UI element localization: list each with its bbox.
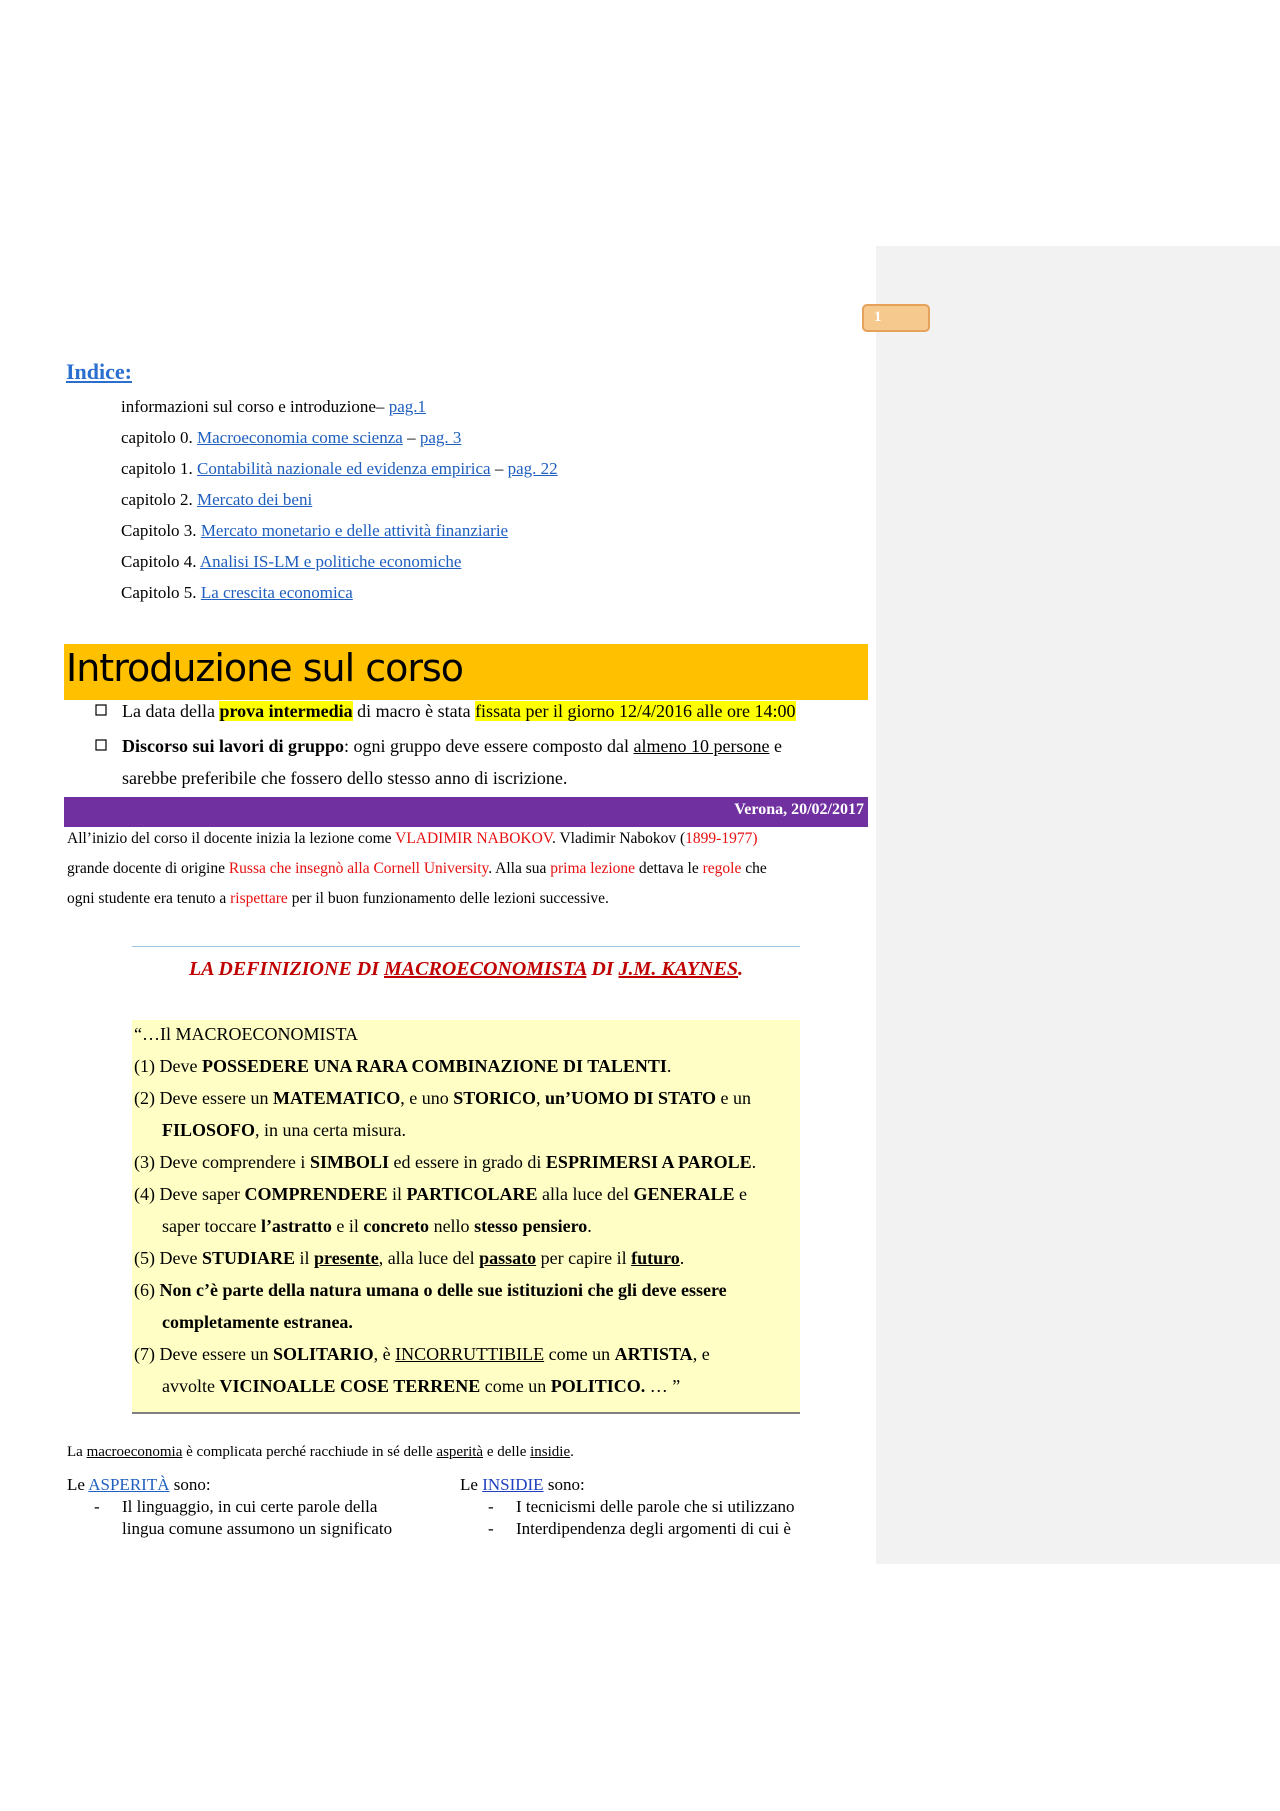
bold-text: PARTICOLARE — [406, 1184, 538, 1204]
toc-item-link[interactable]: Macroeconomia come scienza — [197, 428, 403, 447]
text: sono: — [169, 1475, 211, 1494]
bullet-prova-intermedia — [122, 695, 852, 727]
bold-text: Discorso sui lavori di gruppo — [122, 736, 345, 756]
red-text: rispettare — [230, 890, 288, 907]
quote-item-4 — [134, 1184, 747, 1205]
quote-opening: “…Il MACROECONOMISTA — [134, 1024, 359, 1044]
quote-item-6-cont — [162, 1312, 353, 1333]
text: è complicata perché racchiude in sé delle — [182, 1444, 437, 1460]
quote-item-7 — [134, 1344, 710, 1365]
underlined-text: macroeconomia — [86, 1444, 183, 1460]
insidie-link[interactable]: INSIDIE — [482, 1475, 544, 1494]
bold-text: stesso pensiero — [474, 1216, 588, 1236]
toc-item-prefix: Capitolo 4. — [121, 552, 200, 571]
toc-item-prefix: Capitolo 5. — [121, 583, 201, 602]
red-text: regole — [702, 860, 742, 877]
toc-item — [121, 521, 508, 541]
section-divider — [132, 946, 800, 947]
toc-item-prefix: capitolo 2. — [121, 490, 198, 509]
toc-title: Indice: — [66, 359, 132, 384]
text: che — [741, 860, 767, 877]
red-text: Russa che insegnò alla Cornell University — [228, 860, 489, 877]
macroeconomia-paragraph — [67, 1441, 867, 1463]
bold-text: SOLITARIO — [272, 1344, 374, 1364]
red-text: prima lezione — [550, 860, 636, 877]
insidie-heading — [460, 1474, 585, 1496]
text: I tecnicismi delle parole che si utilizzano — [516, 1497, 795, 1516]
toc-item-link[interactable]: Contabilità nazionale ed evidenza empirica — [197, 459, 491, 478]
text: alla luce del — [537, 1184, 634, 1204]
text: , alla luce del — [378, 1248, 480, 1268]
nabokov-paragraph — [67, 824, 867, 914]
text: il — [387, 1184, 407, 1204]
toc-item-page-link[interactable]: pag.1 — [388, 397, 426, 416]
bold-underlined-text: presente — [314, 1248, 379, 1268]
item-number: (7) — [134, 1344, 160, 1364]
highlight-bold: prova intermedia — [219, 701, 353, 721]
item-number: (2) — [134, 1088, 160, 1108]
text: . Vladimir Nabokov ( — [552, 830, 686, 847]
bold-text: STORICO — [453, 1088, 536, 1108]
bold-text: completamente estranea. — [162, 1312, 353, 1332]
text: sono: — [543, 1475, 585, 1494]
item-number: (1) — [134, 1056, 160, 1076]
text: . — [587, 1216, 592, 1236]
toc-item-link[interactable]: Analisi IS-LM e politiche economiche — [199, 552, 462, 571]
asperita-link[interactable]: ASPERITÀ — [88, 1475, 170, 1494]
text: Deve saper — [159, 1184, 245, 1204]
text: , e uno — [400, 1088, 454, 1108]
checkbox-bullet-icon — [95, 739, 107, 751]
text: Deve essere un — [159, 1344, 273, 1364]
toc-item — [121, 428, 461, 448]
text: , è — [373, 1344, 396, 1364]
text: LA DEFINIZIONE DI — [188, 958, 385, 980]
bold-text: POSSEDERE UNA RARA COMBINAZIONE DI TALENTI — [201, 1056, 667, 1076]
text: DI — [586, 958, 619, 980]
bold-text: SIMBOLI — [309, 1152, 389, 1172]
bold-text: ARTISTA — [614, 1344, 693, 1364]
bold-text: VICINOALLE COSE TERRENE — [219, 1376, 481, 1396]
red-text: VLADIMIR NABOKOV — [395, 830, 552, 847]
quote-item-3 — [134, 1152, 756, 1173]
underlined-text: MACROECONOMISTA — [384, 958, 587, 980]
text: saper toccare — [162, 1216, 261, 1236]
toc-item-prefix: Capitolo 3. — [121, 521, 201, 540]
toc-item-prefix: informazioni sul corso e introduzione– — [121, 397, 389, 416]
quote-item-2-cont — [162, 1120, 406, 1141]
text: dettava le — [635, 860, 703, 877]
quote-item-5 — [134, 1248, 684, 1269]
asperita-heading — [67, 1474, 211, 1496]
underlined-text: almeno 10 persone — [633, 736, 770, 756]
text: sarebbe preferibile che fossero dello stesso anno di iscrizione. — [122, 768, 568, 788]
bold-text: STUDIARE — [201, 1248, 296, 1268]
toc-item — [121, 583, 353, 603]
insidie-item — [516, 1518, 791, 1540]
underlined-text: INCORRUTTIBILE — [395, 1344, 545, 1364]
text: All’inizio del corso il docente inizia la lezione come — [67, 830, 396, 847]
insidie-item — [516, 1496, 795, 1518]
bold-text: GENERALE — [633, 1184, 735, 1204]
text: , — [535, 1088, 545, 1108]
bold-text: l’astratto — [260, 1216, 332, 1236]
bold-underlined-text: futuro — [631, 1248, 680, 1268]
quote-item-2 — [134, 1088, 751, 1109]
list-dash: - — [488, 1519, 494, 1538]
toc-item — [121, 552, 461, 572]
item-number: (3) — [134, 1152, 160, 1172]
underlined-text: insidie — [530, 1444, 571, 1460]
bold-text: un’UOMO DI STATO — [544, 1088, 717, 1108]
toc-item-page-link[interactable]: pag. 22 — [507, 459, 558, 478]
toc-item — [121, 397, 426, 417]
quote-item-7-cont — [162, 1376, 680, 1397]
toc-item-link[interactable]: Mercato dei beni — [197, 490, 313, 509]
text: Le — [67, 1475, 89, 1494]
text: e un — [716, 1088, 752, 1108]
text: . — [738, 958, 744, 980]
text: , e — [692, 1344, 710, 1364]
toc-item-prefix: capitolo 1. — [121, 459, 198, 478]
highlight: fissata per il giorno 12/4/2016 alle ore 14:00 — [475, 701, 796, 721]
text: lingua comune assumono un significato — [122, 1519, 393, 1538]
bold-text: Non c’è parte della natura umana o delle sue istituzioni che gli deve essere — [159, 1280, 727, 1300]
underlined-text: J.M. KAYNES — [618, 958, 739, 980]
bold-text: POLITICO. — [550, 1376, 646, 1396]
text: e — [734, 1184, 748, 1204]
text: . — [570, 1444, 574, 1460]
lesson-date-bar: Verona, 20/02/2017 — [64, 797, 868, 827]
text: per il buon funzionamento delle lezioni successive. — [287, 890, 609, 907]
text: nello — [429, 1216, 475, 1236]
quote-item-6 — [134, 1280, 727, 1301]
toc-item-page-link[interactable]: pag. 3 — [419, 428, 462, 447]
comment-margin-panel — [876, 246, 1280, 1564]
toc-item-link[interactable]: Mercato monetario e delle attività finanziarie — [200, 521, 509, 540]
text: Il linguaggio, in cui certe parole della — [122, 1497, 378, 1516]
text: grande docente di origine — [67, 860, 229, 877]
text: , in una certa misura. — [255, 1120, 406, 1140]
text: Deve essere un — [159, 1088, 273, 1108]
item-number: (6) — [134, 1280, 160, 1300]
quote-item-4-cont — [162, 1216, 592, 1237]
text: Deve comprendere i — [159, 1152, 310, 1172]
toc-item-separator: – — [402, 428, 420, 447]
bold-text: MATEMATICO — [272, 1088, 401, 1108]
text: . — [679, 1248, 685, 1268]
text: di macro è stata — [352, 701, 476, 721]
bullet-lavori-gruppo — [122, 730, 852, 794]
list-dash: - — [94, 1497, 100, 1516]
item-number: (4) — [134, 1184, 160, 1204]
underlined-text: asperità — [436, 1444, 484, 1460]
page-number-badge: 1 — [862, 304, 930, 332]
text: come un — [480, 1376, 551, 1396]
intro-heading: Introduzione sul corso — [66, 646, 464, 690]
text: e — [769, 736, 782, 756]
text: … ” — [645, 1376, 681, 1396]
toc-item — [121, 459, 558, 479]
bold-underlined-text: passato — [479, 1248, 537, 1268]
text: . Alla sua — [488, 860, 551, 877]
toc-item-prefix: capitolo 0. — [121, 428, 198, 447]
text: . — [666, 1056, 672, 1076]
bold-text: FILOSOFO — [162, 1120, 256, 1140]
text: come un — [544, 1344, 615, 1364]
quote-item-1 — [134, 1056, 671, 1077]
bold-text: COMPRENDERE — [244, 1184, 388, 1204]
bold-text: concreto — [363, 1216, 430, 1236]
text: . — [751, 1152, 757, 1172]
checkbox-bullet-icon — [95, 704, 107, 716]
text: : ogni gruppo deve essere composto dal — [344, 736, 634, 756]
text: per capire il — [536, 1248, 632, 1268]
text: il — [295, 1248, 315, 1268]
toc-item-link[interactable]: La crescita economica — [200, 583, 353, 602]
kaynes-definition-title — [132, 958, 800, 981]
text: e il — [331, 1216, 364, 1236]
text: Interdipendenza degli argomenti di cui è — [516, 1519, 791, 1538]
text: ed essere in grado di — [388, 1152, 546, 1172]
text: Deve — [159, 1248, 202, 1268]
text: Deve — [159, 1056, 202, 1076]
text: La data della — [122, 701, 220, 721]
text: avvolte — [162, 1376, 220, 1396]
item-number: (5) — [134, 1248, 160, 1268]
bold-text: ESPRIMERSI A PAROLE — [545, 1152, 752, 1172]
red-text: 1899-1977) — [685, 830, 758, 847]
text: La — [67, 1444, 87, 1460]
toc-item-separator: – — [490, 459, 508, 478]
text: ogni studente era tenuto a — [67, 890, 231, 907]
asperita-item — [122, 1496, 392, 1540]
toc-item — [121, 490, 312, 510]
list-dash: - — [488, 1497, 494, 1516]
text: e delle — [483, 1444, 531, 1460]
text: Le — [460, 1475, 483, 1494]
